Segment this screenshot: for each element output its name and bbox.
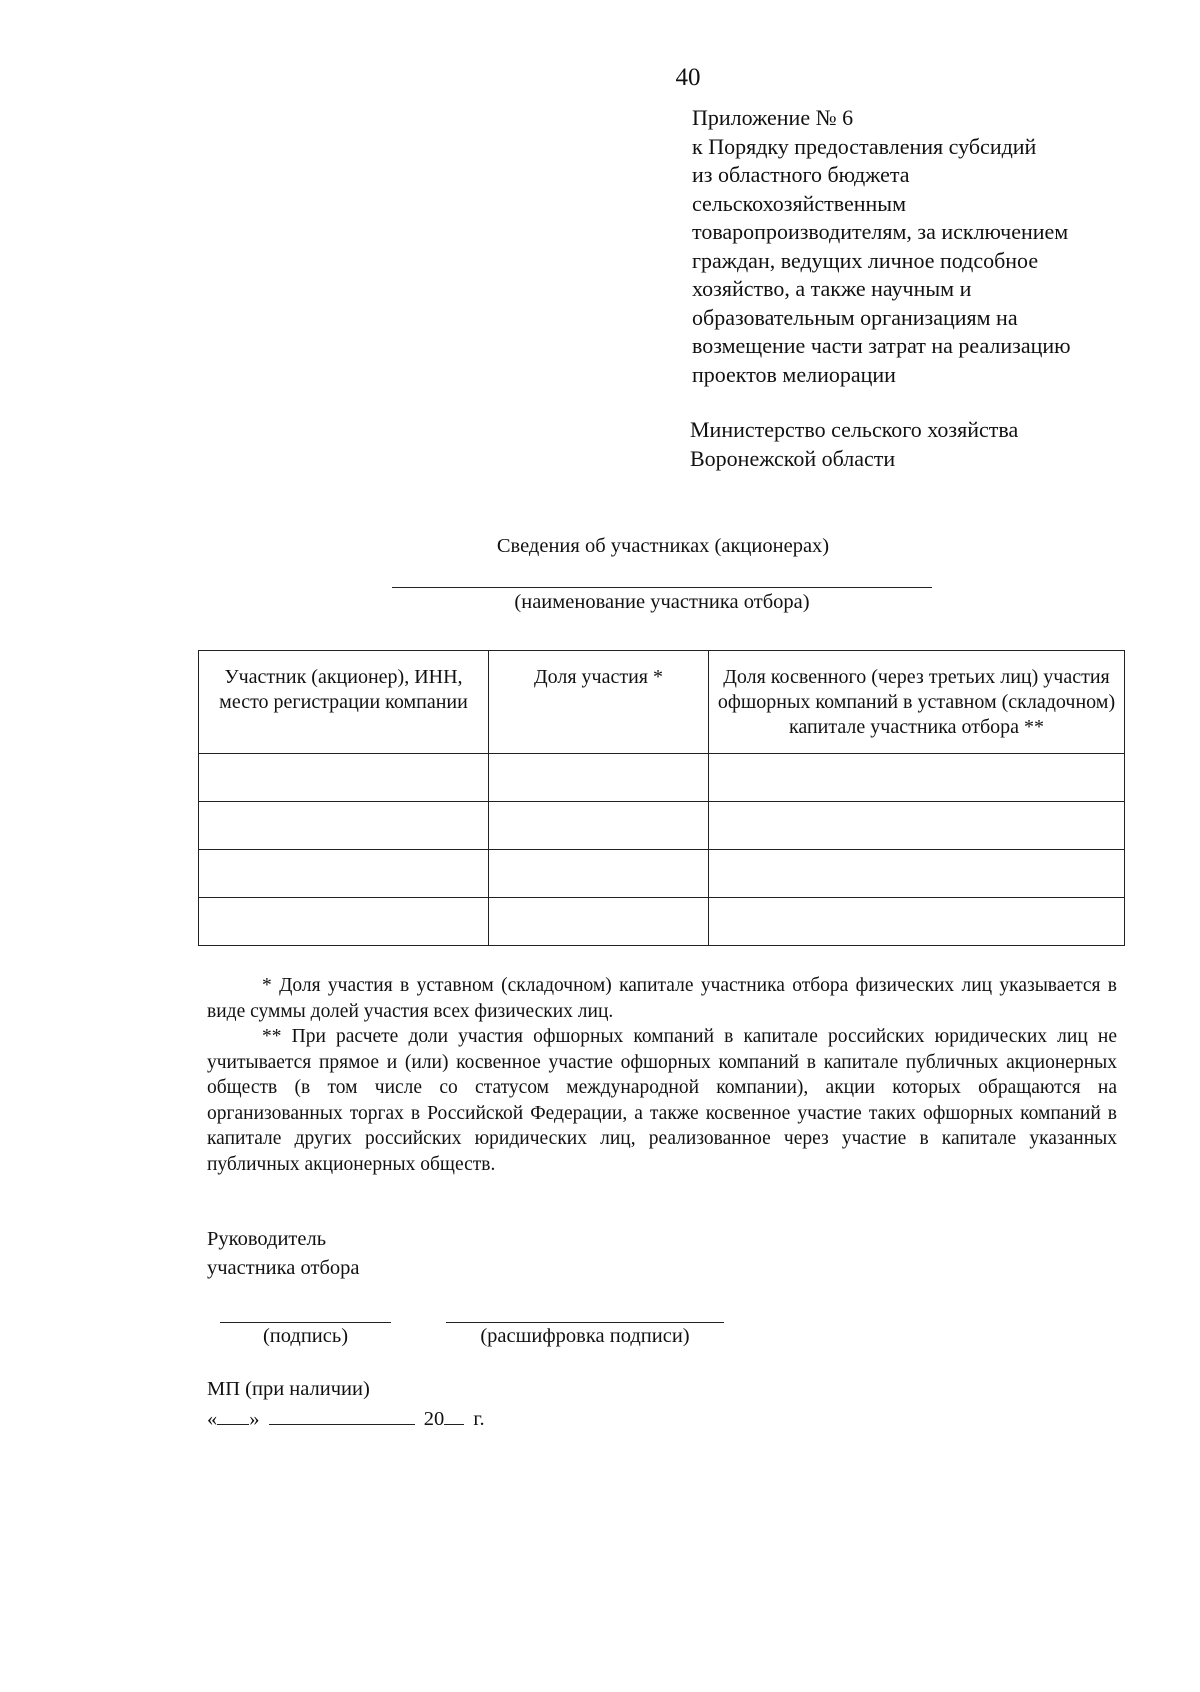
ministry-recipient xyxy=(690,416,1018,473)
appendix-line: к Порядку предоставления субсидий xyxy=(692,133,1037,159)
table-cell[interactable] xyxy=(709,754,1125,802)
table-cell[interactable] xyxy=(199,754,489,802)
footnote-offshore: ** При расчете доли участия офшорных компаний в капитале российских юридических лиц не учитывается прямое и (или) косвенное участие офшорных компаний в капитале публичных акционерных обществ (в том числе со статусом международной компании), акции которых обращаются на организованных торгах в Российской Федерации, а также косвенное участие таких офшорных компаний в капитале других российских юридических лиц, реализованное через участие в капитале указанных публичных акционерных обществ. xyxy=(207,1026,1117,1175)
ministry-line: Воронежской области xyxy=(690,445,896,471)
date-close-quote: » xyxy=(249,1408,260,1430)
column-header-participant: Участник (акционер), ИНН, место регистрации компании xyxy=(199,651,489,754)
stamp-label: МП (при наличии) xyxy=(207,1378,370,1400)
table-row xyxy=(199,802,1125,850)
date-year-prefix: 20 xyxy=(423,1408,445,1430)
signatory-title xyxy=(207,1225,360,1283)
signature-decryption-caption: (расшифровка подписи) xyxy=(480,1325,690,1347)
date-day-blank[interactable] xyxy=(217,1404,249,1425)
appendix-line: проектов мелиорации xyxy=(692,361,896,387)
participant-name-blank[interactable] xyxy=(392,587,932,588)
table-cell[interactable] xyxy=(199,898,489,946)
appendix-header xyxy=(692,104,1192,389)
date-open-quote: « xyxy=(207,1408,218,1430)
table-cell[interactable] xyxy=(199,850,489,898)
column-header-offshore-share: Доля косвенного (через третьих лиц) участия офшорных компаний в уставном (складочном) капитале участника отбора ** xyxy=(709,651,1125,754)
appendix-line: Приложение № 6 xyxy=(692,105,854,130)
table-cell[interactable] xyxy=(199,802,489,850)
column-header-share: Доля участия * xyxy=(489,651,709,754)
date-year-blank[interactable] xyxy=(444,1404,464,1425)
table-header-row xyxy=(199,651,1125,754)
signatory-line: участника отбора xyxy=(207,1257,360,1279)
participants-table xyxy=(198,650,1125,946)
appendix-line: сельскохозяйственным xyxy=(692,190,906,216)
date-line xyxy=(207,1404,485,1434)
table-cell[interactable] xyxy=(489,898,709,946)
page-number: 40 xyxy=(675,64,701,91)
ministry-line: Министерство сельского хозяйства xyxy=(690,417,1019,442)
appendix-line: товаропроизводителям, за исключением xyxy=(692,219,1069,244)
signature-caption: (подпись) xyxy=(262,1325,349,1347)
table-cell[interactable] xyxy=(489,754,709,802)
signature-decryption-blank[interactable] xyxy=(446,1322,724,1323)
footnote-share: * Доля участия в уставном (складочном) капитале участника отбора физических лиц указывается в виде суммы долей участия всех физических лиц. xyxy=(207,975,1117,1022)
table-cell[interactable] xyxy=(489,802,709,850)
date-month-blank[interactable] xyxy=(269,1404,415,1425)
appendix-line: граждан, ведущих личное подсобное xyxy=(692,247,1039,273)
appendix-line: хозяйство, а также научным и xyxy=(692,276,972,301)
table-cell[interactable] xyxy=(709,850,1125,898)
table-row xyxy=(199,850,1125,898)
table-row xyxy=(199,754,1125,802)
signature-blank[interactable] xyxy=(220,1322,391,1323)
table-cell[interactable] xyxy=(709,898,1125,946)
signatory-line: Руководитель xyxy=(207,1228,327,1250)
document-title: Сведения об участниках (акционерах) xyxy=(496,535,830,557)
footnotes xyxy=(207,973,1117,1177)
table-row xyxy=(199,898,1125,946)
appendix-line: возмещение части затрат на реализацию xyxy=(692,333,1071,358)
date-year-suffix: г. xyxy=(473,1408,485,1430)
appendix-line: из областного бюджета xyxy=(692,162,910,187)
table-cell[interactable] xyxy=(709,802,1125,850)
participant-name-caption: (наименование участника отбора) xyxy=(514,591,810,613)
table-cell[interactable] xyxy=(489,850,709,898)
appendix-line: образовательным организациям на xyxy=(692,304,1018,330)
